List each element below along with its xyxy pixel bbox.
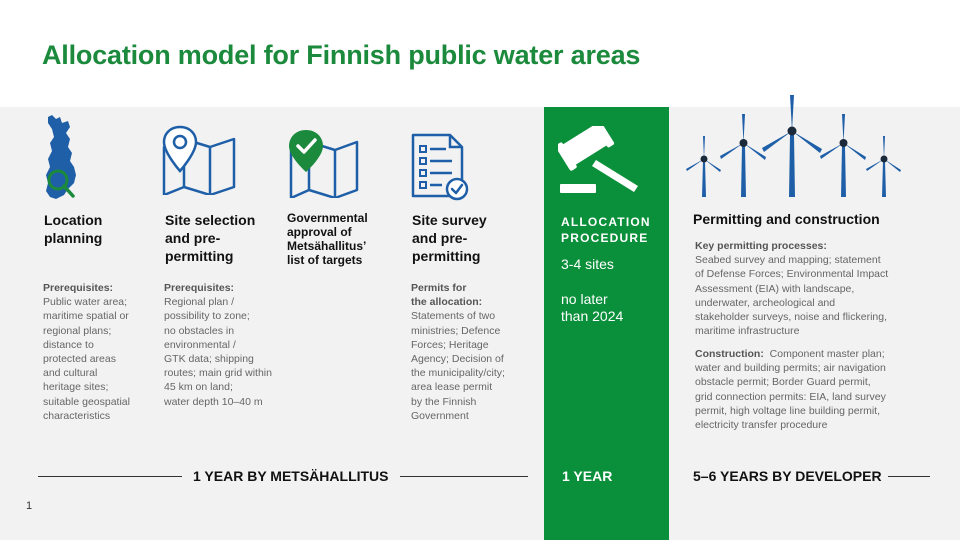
permits-label: Permits for xyxy=(411,282,467,294)
step-location-planning-title xyxy=(44,211,102,247)
title-line: and pre- xyxy=(412,230,468,246)
detail-line: Regional plan / xyxy=(164,296,235,309)
detail-line: electricity transfer procedure xyxy=(695,419,828,432)
detail-line: ministries; Defence xyxy=(411,324,501,337)
detail-line: underwater, archeological and xyxy=(695,296,836,309)
allocation-deadline xyxy=(561,291,623,325)
detail-line: Government xyxy=(411,409,469,422)
detail-line: permit, high voltage line building permit, xyxy=(695,404,881,417)
title-line: Site selection xyxy=(165,212,256,228)
gavel-icon xyxy=(558,126,646,198)
detail-line: Statements of two xyxy=(411,310,496,323)
detail-line: Agency; Decision of xyxy=(411,353,504,366)
detail-line: maritime infrastructure xyxy=(695,325,800,338)
prerequisites-label: Prerequisites: xyxy=(43,282,114,294)
title-line: list of targets xyxy=(287,253,363,267)
detail-line: Public water area; xyxy=(43,296,128,309)
step-location-planning-details xyxy=(43,281,130,423)
detail-line: and cultural xyxy=(43,367,98,380)
deadline-line: no later xyxy=(561,291,608,307)
detail-line: Seabed survey and mapping; statement xyxy=(695,254,881,267)
prerequisites-label: Prerequisites: xyxy=(164,282,235,294)
detail-line: obstacle permit; Border Guard permit, xyxy=(695,376,871,389)
timeline-metsahallitus-label: 1 YEAR BY METSÄHALLITUS xyxy=(193,468,389,484)
title-line: Metsähallitus’ xyxy=(287,239,367,253)
detail-line: heritage sites; xyxy=(43,381,109,394)
permitting-title: Permitting and construction xyxy=(693,211,880,227)
detail-line: routes; main grid within xyxy=(164,367,272,380)
deadline-line: than 2024 xyxy=(561,308,624,324)
finland-map-icon xyxy=(38,113,82,205)
key-permitting-processes xyxy=(695,239,888,338)
detail-line: no obstacles in xyxy=(164,324,235,337)
detail-line: Assessment (EIA) with landscape, xyxy=(695,282,855,295)
title-line: Location xyxy=(44,212,103,228)
title-line: PROCEDURE xyxy=(561,231,649,245)
detail-line: the municipality/city; xyxy=(411,367,505,380)
detail-line: water depth 10–40 m xyxy=(164,395,263,408)
timeline-divider xyxy=(400,476,528,477)
wind-turbines-icon xyxy=(684,93,906,198)
timeline-divider xyxy=(38,476,182,477)
title-line: planning xyxy=(44,230,103,246)
title-line: approval of xyxy=(287,225,352,239)
timeline-allocation-label: 1 YEAR xyxy=(562,468,613,484)
title-line: ALLOCATION xyxy=(561,215,651,229)
detail-line: environmental / xyxy=(164,338,236,351)
detail-line: by the Finnish xyxy=(411,395,477,408)
detail-line: water and building permits; air navigation xyxy=(695,362,886,375)
map-pin-icon xyxy=(160,125,238,195)
checklist-icon xyxy=(410,132,470,202)
detail-line: maritime spatial or xyxy=(43,310,129,323)
detail-line: characteristics xyxy=(43,409,111,422)
detail-line: suitable geospatial xyxy=(43,395,130,408)
construction-label: Construction: xyxy=(695,348,764,360)
step-site-survey-title xyxy=(412,211,487,265)
detail-line: of Defense Forces; Environmental Impact xyxy=(695,268,889,281)
detail-line: GTK data; shipping xyxy=(164,353,254,366)
detail-line: distance to xyxy=(43,338,94,351)
timeline-divider xyxy=(888,476,930,477)
allocation-procedure-title xyxy=(561,214,651,246)
construction-permits xyxy=(695,347,886,432)
detail-line: grid connection permits: EIA, land survey xyxy=(695,390,886,403)
detail-line: possibility to zone; xyxy=(164,310,250,323)
allocation-sites: 3-4 sites xyxy=(561,256,614,272)
key-permitting-label: Key permitting processes: xyxy=(695,240,827,252)
detail-line: protected areas xyxy=(43,353,116,366)
title-line: permitting xyxy=(412,248,481,264)
step-site-survey-details xyxy=(411,281,505,423)
step-site-selection-details xyxy=(164,281,272,409)
timeline-developer-label: 5–6 YEARS BY DEVELOPER xyxy=(693,468,882,484)
title-line: and pre- xyxy=(165,230,221,246)
detail-line: regional plans; xyxy=(43,324,112,337)
detail-line: 45 km on land; xyxy=(164,381,233,394)
step-governmental-approval-title xyxy=(287,211,368,267)
detail-line: Component master plan; xyxy=(763,348,885,360)
detail-line: area lease permit xyxy=(411,381,493,394)
detail-line: stakeholder surveys, noise and flickering, xyxy=(695,311,888,324)
step-site-selection-title xyxy=(165,211,255,265)
title-line: Site survey xyxy=(412,212,487,228)
page-title: Allocation model for Finnish public water areas xyxy=(42,40,641,70)
permits-label: the allocation: xyxy=(411,296,483,309)
detail-line: Forces; Heritage xyxy=(411,338,489,351)
title-line: Governmental xyxy=(287,211,368,225)
page-number: 1 xyxy=(26,500,33,512)
title-line: permitting xyxy=(165,248,234,264)
map-checkmark-icon xyxy=(287,128,361,198)
